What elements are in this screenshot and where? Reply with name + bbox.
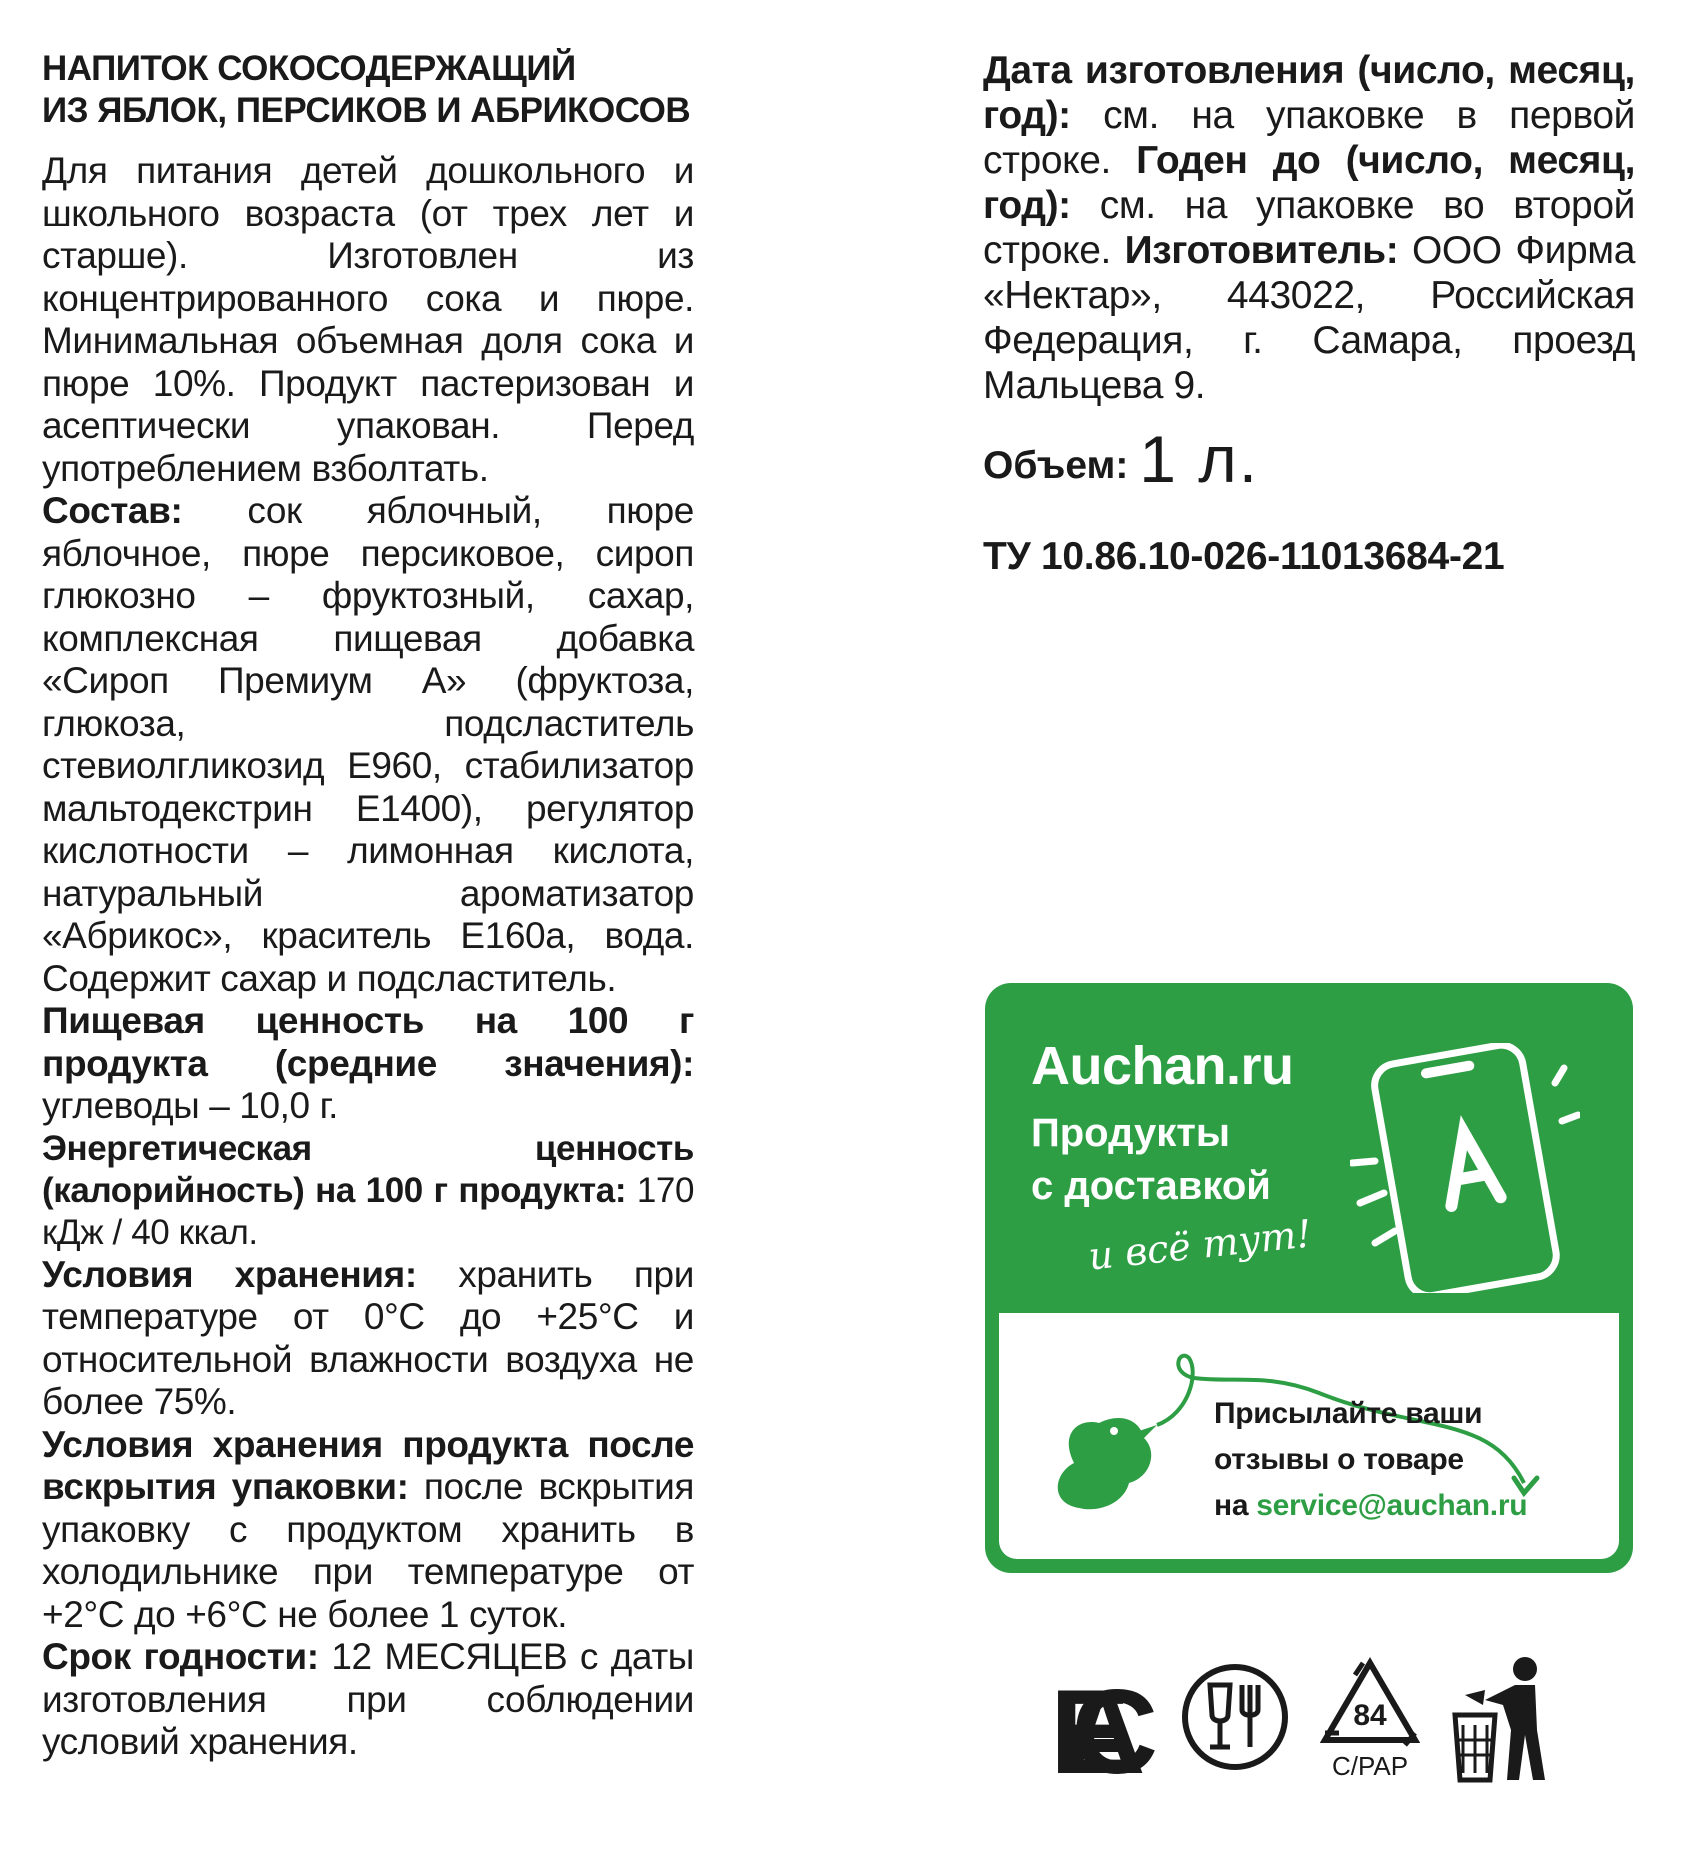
certification-marks xyxy=(1050,1655,1570,1785)
nutrition-label: Пищевая ценность на 100 г продукта (средние значения): xyxy=(42,1000,694,1084)
volume xyxy=(983,424,1635,501)
promo-site: Auchan.ru xyxy=(1031,1036,1294,1096)
storage-text: хранить при температуре от 0°С до +25°С и относительной влажности воздуха не более 75%. xyxy=(42,1253,694,1422)
feedback-prefix: на xyxy=(1214,1489,1249,1522)
maker-text: ООО Фирма «Нектар», 443022, Российская Федерация, г. Самара, проезд Мальцева 9. xyxy=(983,229,1636,407)
food-contact-icon xyxy=(1180,1655,1290,1775)
title-line-1: НАПИТОК СОКОСОДЕРЖАЩИЙ xyxy=(42,49,576,88)
recycle-code: 84 xyxy=(1353,1699,1387,1732)
after-open-label: Условия хранения продукта после вскрытия упаковки: xyxy=(42,1423,694,1507)
volume-label: Объем: xyxy=(983,444,1129,487)
product-title xyxy=(42,48,694,132)
composition-label: Состав: xyxy=(42,490,183,531)
feedback-line-3 xyxy=(1214,1483,1527,1529)
recycle-icon xyxy=(1315,1655,1425,1785)
energy-label: Энергетическая ценность (калорийность) на 100 г продукта: xyxy=(42,1128,694,1210)
promo-top xyxy=(985,983,1633,1311)
auchan-promo xyxy=(985,983,1633,1573)
tidyman-icon xyxy=(1445,1655,1555,1785)
eac-mark-icon xyxy=(1050,1655,1160,1783)
storage-label: Условия хранения: xyxy=(42,1253,417,1295)
feedback-panel xyxy=(999,1313,1619,1559)
title-line-2: ИЗ ЯБЛОК, ПЕРСИКОВ И АБРИКОСОВ xyxy=(42,91,691,130)
manufacture-info xyxy=(983,48,1635,408)
right-column xyxy=(983,48,1635,579)
storage xyxy=(42,1254,694,1424)
shelf-life xyxy=(42,1636,694,1764)
after-open-text: после вскрытия упаковку с продуктом хранить в холодильнике при температуре от +2°С до +6°С не более 1 суток. xyxy=(42,1466,694,1635)
nutrition xyxy=(42,1000,694,1128)
date-label: Дата изготовления (число, месяц, год): xyxy=(983,49,1635,137)
eac-mark-text: ЕАС xyxy=(1050,1665,1158,1783)
energy-text: 170 кДж / 40 ккал. xyxy=(42,1170,695,1252)
promo-line-2: с доставкой xyxy=(1031,1164,1271,1208)
after-open xyxy=(42,1424,694,1637)
shelf-text: 12 МЕСЯЦЕВ с даты изготовления при соблюдении условий хранения. xyxy=(42,1636,694,1762)
nutrition-text: углеводы – 10,0 г. xyxy=(42,1085,339,1126)
composition xyxy=(42,490,694,1000)
left-column xyxy=(42,48,694,1764)
maker-label: Изготовитель: xyxy=(1124,229,1399,272)
promo-line-1: Продукты xyxy=(1031,1111,1230,1155)
date-text: см. на упаковке в первой строке. xyxy=(983,94,1636,182)
feedback-text xyxy=(1214,1391,1527,1529)
description: Для питания детей дошкольного и школьного возраста (от трех лет и старше). Изготовлен из концентрированного сока и пюре. Минимальная объемная доля сока и пюре 10%. Продукт пастеризован и асептически упакован. Перед употреблением взболтать. xyxy=(42,150,694,489)
best-before-label: Годен до (число, месяц, год): xyxy=(983,139,1636,227)
recycle-material: C/PAP xyxy=(1331,1751,1409,1781)
best-before-text: см. на упаковке во второй строке. xyxy=(983,184,1635,272)
shelf-label: Срок годности: xyxy=(42,1636,319,1677)
feedback-email[interactable]: service@auchan.ru xyxy=(1256,1489,1528,1522)
feedback-line-2: отзывы о товаре xyxy=(1214,1443,1464,1476)
phone-icon xyxy=(1350,1043,1580,1293)
energy xyxy=(42,1128,694,1254)
tech-spec: ТУ 10.86.10-026-11013684-21 xyxy=(983,535,1505,578)
promo-slogan: и всё тут! xyxy=(1086,1211,1314,1279)
volume-value: 1 л. xyxy=(1139,422,1260,496)
feedback-line-1: Присылайте ваши xyxy=(1214,1397,1483,1430)
composition-text: сок яблочный, пюре яблочное, пюре персиковое, сироп глюкозно – фруктозный, сахар, комплексная пищевая добавка «Сироп Премиум А» (фруктоза, глюкоза, подсластитель стевиолгликозид Е960, стабилизатор мальтодекстрин Е1400), регулятор кислотности – лимонная кислота, натуральный ароматизатор «Абрикос», краситель Е160а, вода. Содержит сахар и подсластитель. xyxy=(42,490,694,999)
